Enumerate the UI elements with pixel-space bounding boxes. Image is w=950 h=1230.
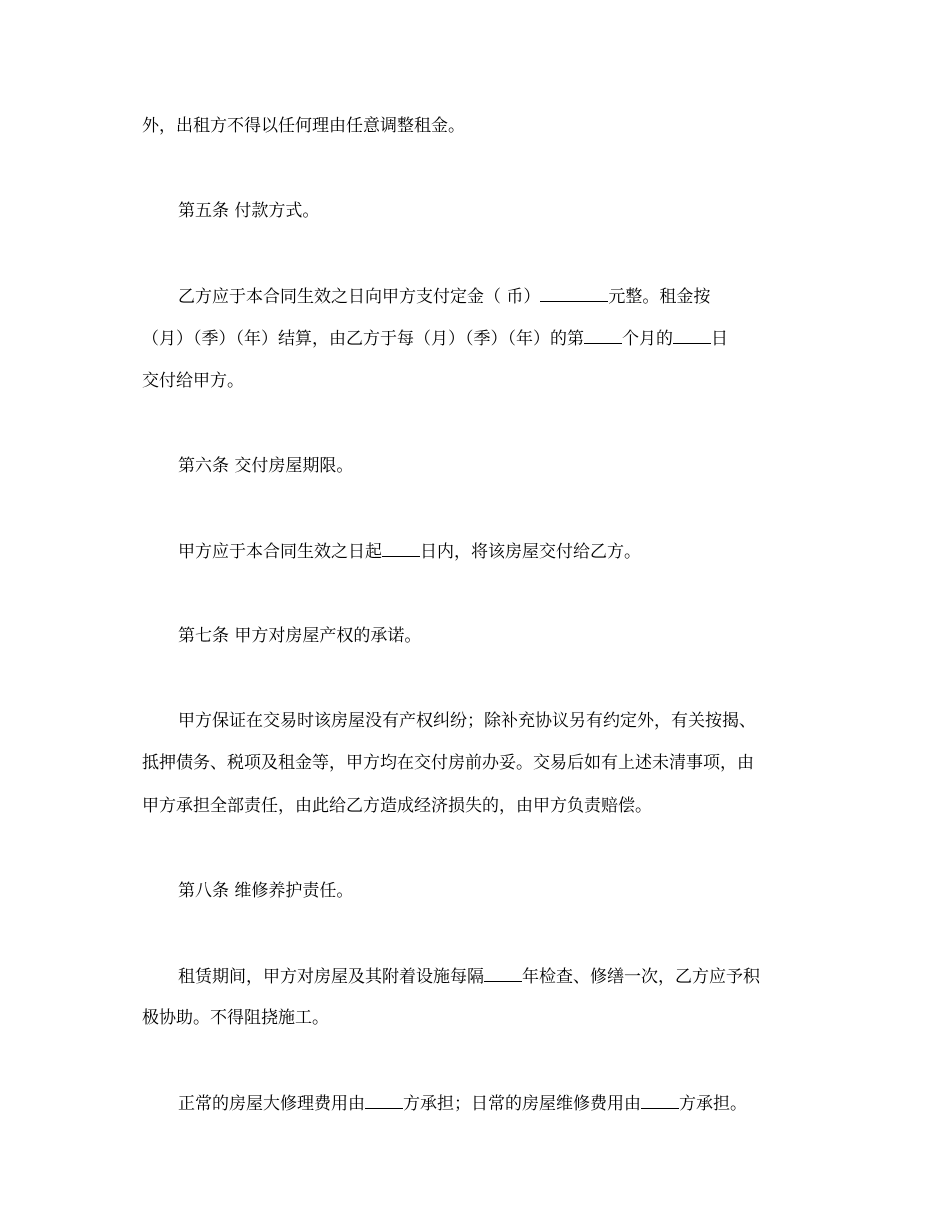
month-number-blank[interactable] (584, 328, 622, 344)
article-7-heading: 第七条 甲方对房屋产权的承诺。 (178, 626, 422, 646)
inspection-years-blank[interactable] (484, 966, 522, 982)
article-5-line-1: 乙方应于本合同生效之日向甲方支付定金（ 币） 元整。租金按 (178, 287, 711, 307)
article-8-line-2: 极协助。不得阻挠施工。 (142, 1008, 329, 1028)
article-8-line-1: 租赁期间，甲方对房屋及其附着设施每隔 年检查、修缮一次，乙方应予积 (178, 967, 760, 987)
daily-repair-party-blank[interactable] (641, 1093, 679, 1109)
article-8-paragraph-2: 正常的房屋大修理费用由 方承担；日常的房屋维修费用由 方承担。 (178, 1094, 747, 1114)
paragraph-line: 外，出租方不得以任何理由任意调整租金。 (142, 116, 465, 136)
article-8-heading: 第八条 维修养护责任。 (178, 881, 354, 901)
article-5-line-2: （月）（季）（年）结算，由乙方于每（月）（季）（年）的第 个月的 日 (142, 329, 728, 349)
article-5-heading: 第五条 付款方式。 (178, 201, 320, 221)
day-number-blank[interactable] (673, 328, 711, 344)
major-repair-party-blank[interactable] (365, 1093, 403, 1109)
article-6-line-1: 甲方应于本合同生效之日起 日内，将该房屋交付给乙方。 (178, 542, 641, 562)
article-7-line-3: 甲方承担全部责任，由此给乙方造成经济损失的，由甲方负责赔偿。 (142, 796, 652, 816)
article-7-line-2: 抵押债务、税项及租金等，甲方均在交付房前办妥。交易后如有上述未清事项，由 (142, 753, 754, 773)
article-5-line-3: 交付给甲方。 (142, 371, 244, 391)
deposit-blank[interactable] (540, 286, 608, 302)
article-6-heading: 第六条 交付房屋期限。 (178, 456, 354, 476)
article-7-line-1: 甲方保证在交易时该房屋没有产权纠纷；除补充协议另有约定外，有关按揭、 (178, 711, 756, 731)
delivery-days-blank[interactable] (382, 541, 420, 557)
